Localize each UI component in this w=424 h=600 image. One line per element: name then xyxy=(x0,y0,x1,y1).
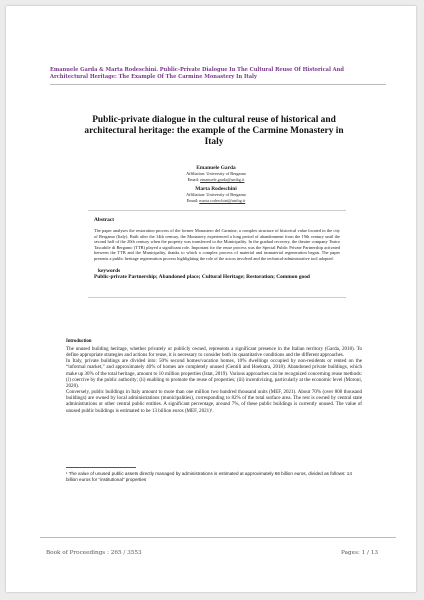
author-email-link[interactable]: marta.rodeschini@unibg.it xyxy=(199,197,246,203)
keywords-heading: keywords xyxy=(98,268,121,274)
paper-page xyxy=(6,6,416,592)
author-list xyxy=(126,165,306,207)
author-email-line xyxy=(126,198,306,203)
author-affiliation: Affiliation: University of Bergamo xyxy=(186,171,246,177)
author-email-label: Email: xyxy=(186,197,200,203)
abstract-top-rule xyxy=(88,210,346,211)
body-paragraph: In Italy, private buildings are divided into: 50% second homes/vacation homes, 10% dwellings occupied by non-residents or rented on the “informal market,” and approximately 40% of homes are completely unused (Gentili and Hoekstra, 2018). Abandoned private buildings, which make up 30% of the total heritage, amount to 10 million properties (Istat, 2019). Various approaches can be recognized concerning reuse methods: (i) coercive by the public authority; (ii) enabling to promote the reuse of properties; (iii) incentivizing, particularly at the economic level (Moroni, 2020). xyxy=(66,358,362,389)
abstract-heading: Abstract xyxy=(94,217,115,223)
footnote: ¹ The value of unused public assets directly managed by administrations is estimated at approximately 66 billion euros, divided as follows: 14 billion euros for “institutional” properties xyxy=(66,471,352,482)
author-block xyxy=(126,165,306,182)
author-block xyxy=(126,186,306,203)
header-rule xyxy=(50,84,386,85)
introduction-heading: Introduction xyxy=(66,339,92,344)
footer-page-count: Pages: 1 / 13 xyxy=(341,550,378,556)
author-affiliation: Affiliation: University of Bergamo xyxy=(186,192,246,198)
footnote-rule xyxy=(66,467,136,468)
author-email-label: Email: xyxy=(187,176,201,182)
keywords-bottom-rule xyxy=(88,297,346,298)
author-name: Emanuele Garda xyxy=(196,165,236,171)
body-paragraph: Conversely, public buildings in Italy amount to more than one million two hundred thousand units (MEF, 2021). About 70% (over 800 thousand buildings) are owned by local administrations (municipalities), corresponding to 82% of the total surface area. The rest is owned by central state administrations or other central public entities. A significant percentage, around 7%, of these public buildings is currently unused. The value of unused public buildings is estimated to be 13 billion euros (MEF, 2021)¹. xyxy=(66,389,362,414)
author-name: Marta Rodeschini xyxy=(195,186,237,192)
introduction-body xyxy=(66,346,362,414)
body-paragraph: The unused building heritage, whether privately or publicly owned, represents a significant presence in the Italian territory (Garda, 2018). To define appropriate strategies and actions for reuse, it is necessary to consider both its quantitative conditions and the different approaches. xyxy=(66,346,362,359)
footer-book-pages: Book of Proceedings : 265 / 3553 xyxy=(46,550,142,556)
paper-title: Public-private dialogue in the cultural reuse of historical and architectural heritage: the example of the Carmine Monastery in Italy xyxy=(84,115,344,148)
abstract-text: The paper analyses the restoration process of the former Monastero del Carmine, a complex structure of historical value located in the city of Bergamo (Italy). Built after the 14th century, the Monastery experienced a long period of abandonment from the 19th century until the second half of the 20th century when the property was transferred to the Municipality. In the gradual recovery, the theatre company Teatro Tascabile di Bergamo (TTB) played a significant role. Important for the reuse process was the Special Public Private Partnership activated between the TTB and the Municipality, thanks to which a complex process of material and immaterial regeneration began. The paper presents a public heritage regeneration process highlighting the role of the actors involved and the technical-administrative tool adopted. xyxy=(94,228,340,261)
author-email-line xyxy=(126,177,306,182)
author-email-link[interactable]: emanuele.garda@unibg.it xyxy=(200,176,245,182)
footer-rule xyxy=(40,537,396,538)
keywords-text: Public-private Partnership; Abandoned place; Cultural Heritage; Restoration; Common good xyxy=(94,274,310,280)
running-header: Emanuele Garda & Marta Rodeschini. Public-Private Dialogue In The Cultural Reuse Of Historical And Architectural Heritage: The Example Of The Carmine Monastery In Italy xyxy=(50,67,344,80)
